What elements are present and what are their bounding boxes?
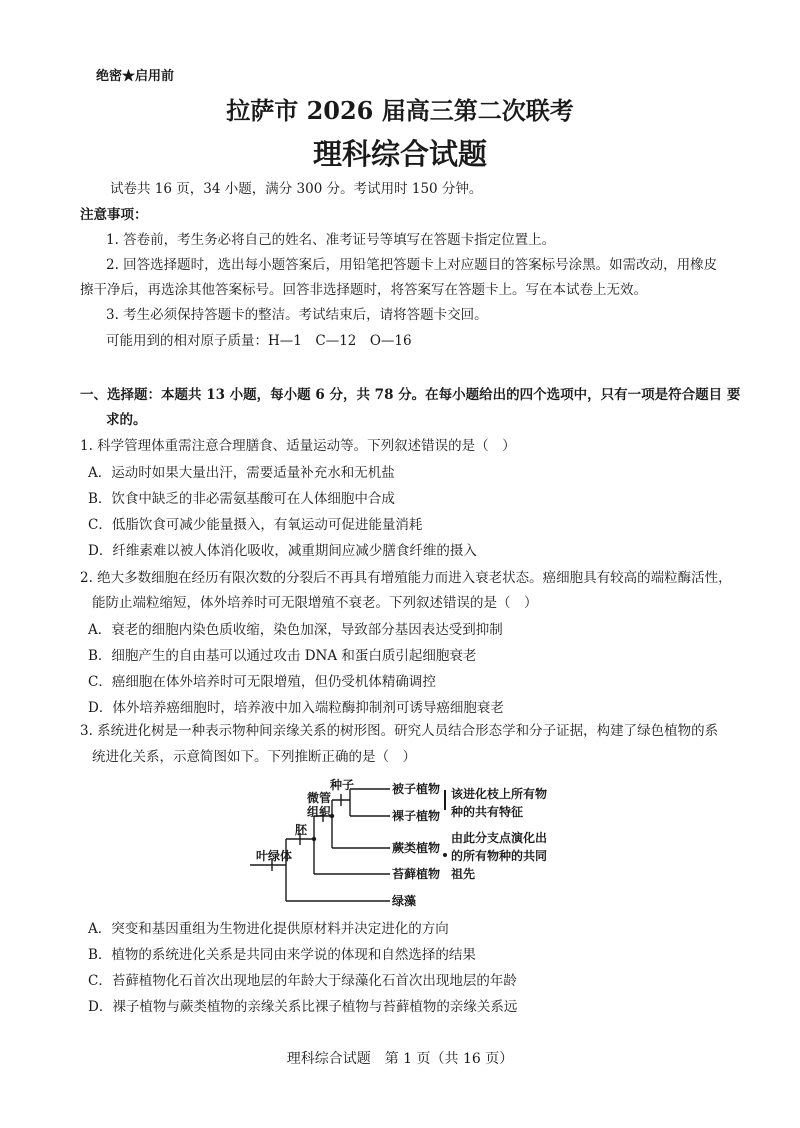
- q1-option-a: A．运动时如果大量出汗，需要适量补充水和无机盐: [88, 465, 395, 481]
- legend-note-1-line2: 种的共有特征: [451, 805, 524, 819]
- note-2-line1: 2. 回答选择题时，选出每小题答案后，用铅笔把答题卡上对应题目的答案标号涂黑。如需改动，用橡皮: [106, 257, 718, 273]
- q2-stem-line2: 能防止端粒缩短，体外培养时可无限增殖不衰老。下列叙述错误的是（ ）: [92, 595, 538, 611]
- q2-option-a: A．衰老的细胞内染色质收缩，染色加深，导致部分基因表达受到抑制: [88, 622, 503, 638]
- q1-option-c: C．低脂饮食可减少能量摄入，有氧运动可促进能量消耗: [88, 517, 423, 533]
- exam-title: 拉萨市 2026 届高三第二次联考: [226, 96, 574, 125]
- confidential-mark: 绝密★启用前: [96, 69, 175, 84]
- note-1: 1. 答卷前，考生务必将自己的姓名、准考证号等填写在答题卡指定位置上。: [106, 232, 556, 248]
- q3-option-a: A．突变和基因重组为生物进化提供原材料并决定进化的方向: [88, 921, 449, 937]
- q3-stem-line1: 3. 系统进化树是一种表示物种间亲缘关系的树形图。研究人员结合形态学和分子证据，构建了绿色植物的系: [80, 723, 719, 739]
- legend-note-1-line1: 该进化枝上所有物: [451, 787, 548, 801]
- trait-label-chloroplast: 叶绿体: [256, 849, 293, 863]
- q2-option-b: B．细胞产生的自由基可以通过攻击 DNA 和蛋白质引起细胞衰老: [88, 648, 477, 664]
- taxon-label-fern: 蕨类植物: [392, 841, 441, 855]
- note-2-line2: 擦干净后，再选涂其他答案标号。回答非选择题时，将答案写在答题卡上。写在本试卷上无效。: [80, 282, 647, 298]
- q1-option-d: D．纤维素难以被人体消化吸收，减重期间应减少膳食纤维的摄入: [88, 543, 477, 559]
- q2-option-c: C．癌细胞在体外培养时可无限增殖，但仍受机体精确调控: [88, 674, 436, 690]
- q1-stem: 1. 科学管理体重需注意合理膳食、适量运动等。下列叙述错误的是（ ）: [80, 438, 516, 454]
- note-3: 3. 考生必须保持答题卡的整洁。考试结束后，请将答题卡交回。: [106, 307, 488, 323]
- notes-heading: 注意事项：: [80, 207, 148, 223]
- legend-dot-marker: [443, 853, 447, 857]
- subject-title: 理科综合试题: [312, 137, 487, 171]
- taxon-label-gymnosperm: 裸子植物: [392, 809, 441, 823]
- q3-option-b: B．植物的系统进化关系是共同由来学说的体现和自然选择的结果: [88, 947, 476, 963]
- q2-option-d: D．体外培养癌细胞时，培养液中加入端粒酶抑制剂可诱导癌细胞衰老: [88, 700, 504, 716]
- taxon-label-algae: 绿藻: [392, 894, 417, 908]
- q3-stem-line2: 统进化关系，示意简图如下。下列推断正确的是（ ）: [92, 749, 416, 765]
- q3-option-d: D．裸子植物与蕨类植物的亲缘关系比裸子植物与苔藓植物的亲缘关系远: [88, 999, 518, 1015]
- phylogenetic-tree-figure: [250, 776, 560, 910]
- trait-label-vascular-1: 微管: [307, 791, 332, 805]
- legend-note-2-line2: 的所有物种的共同: [451, 849, 548, 863]
- q2-stem-line1: 2. 绝大多数细胞在经历有限次数的分裂后不再具有增殖能力而进入衰老状态。癌细胞具有较高的端粒酶活性，: [80, 570, 732, 586]
- q3-option-c: C．苔藓植物化石首次出现地层的年龄大于绿藻化石首次出现地层的年龄: [88, 973, 517, 989]
- atomic-masses: 可能用到的相对原子质量：H—1 C—12 O—16: [106, 333, 412, 349]
- trait-label-vascular-2: 组织: [307, 805, 332, 819]
- node-dot-embryo: [312, 837, 316, 841]
- exam-info: 试卷共 16 页，34 小题，满分 300 分。考试用时 150 分钟。: [110, 181, 483, 197]
- q1-option-b: B．饮食中缺乏的非必需氨基酸可在人体细胞中合成: [88, 491, 395, 507]
- taxon-label-moss: 苔藓植物: [392, 867, 441, 881]
- trait-label-seed: 种子: [330, 778, 355, 792]
- section-heading-line2: 求的。: [106, 412, 147, 428]
- page-footer: 理科综合试题 第 1 页（共 16 页）: [286, 1051, 514, 1067]
- taxon-label-angiosperm: 被子植物: [392, 782, 441, 796]
- legend-note-2-line3: 祖先: [451, 867, 476, 881]
- trait-label-embryo: 胚: [295, 823, 308, 837]
- legend-note-2-line1: 由此分支点演化出: [451, 831, 548, 845]
- section-heading-line1: 一、选择题：本题共 13 小题，每小题 6 分，共 78 分。在每小题给出的四个选项中，只有一项是符合题目 要: [80, 387, 741, 403]
